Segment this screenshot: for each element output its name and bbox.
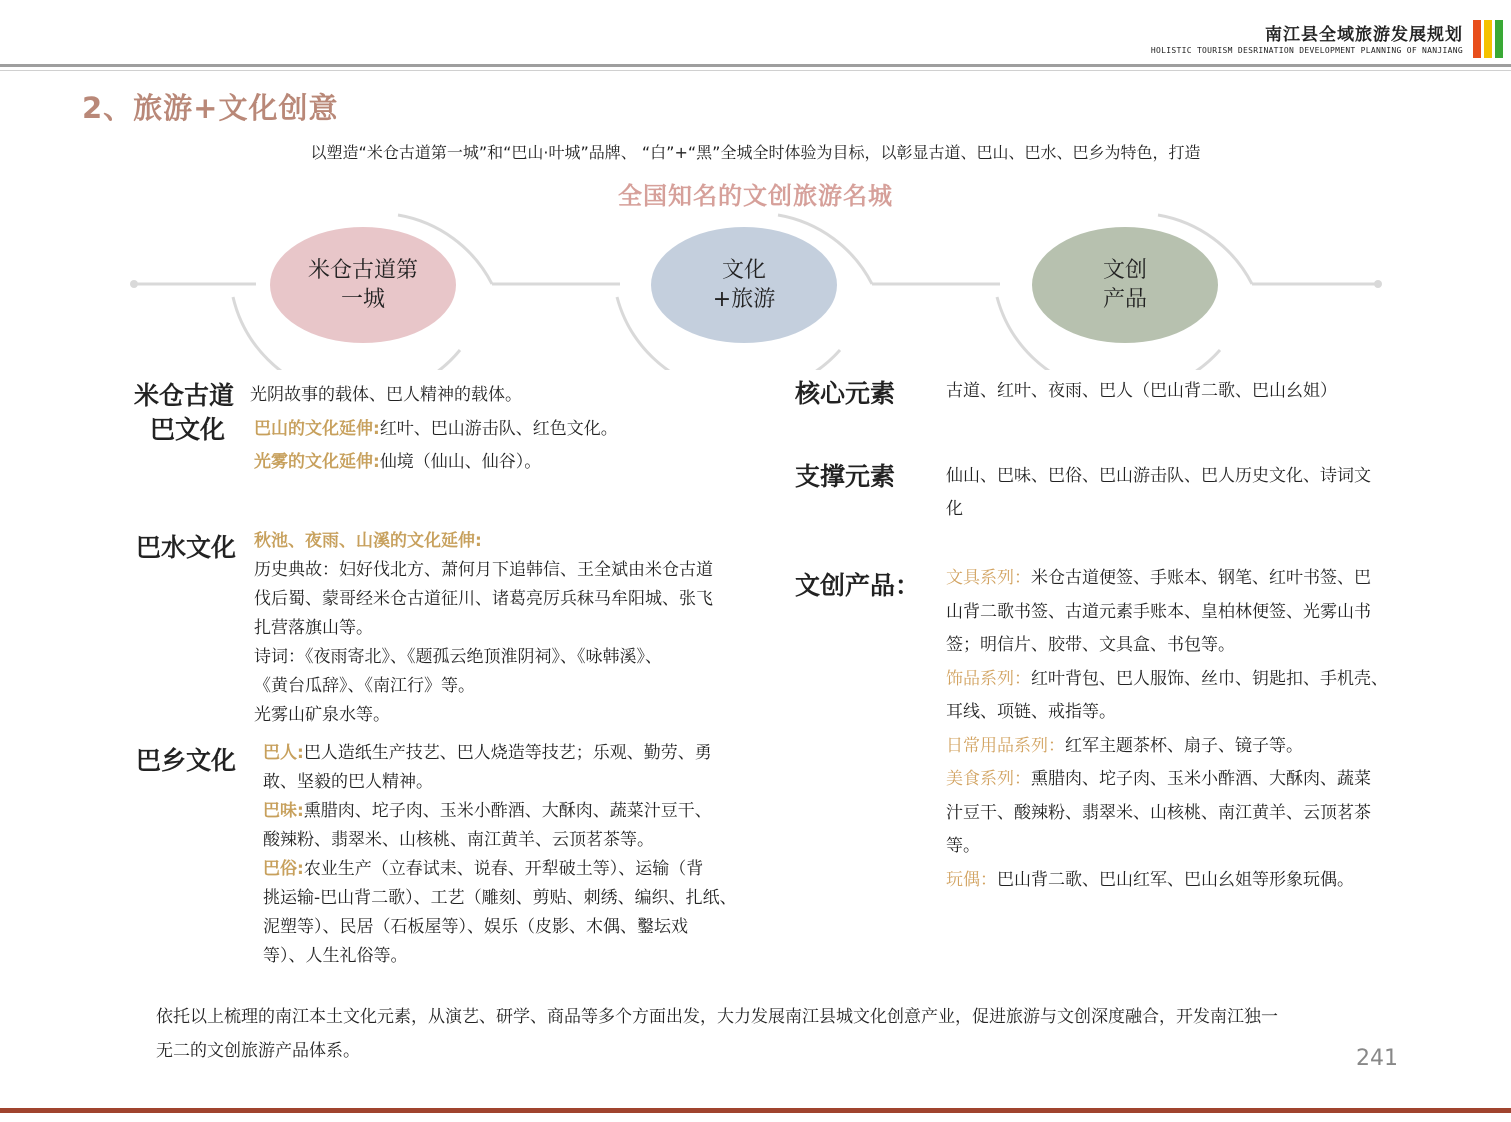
core-elements-text: 古道、红叶、夜雨、巴人（巴山背二歌、巴山幺姐） <box>946 381 1337 401</box>
bashui-line: 扎营落旗山等。 <box>254 618 373 638</box>
baxiang-su-label: 巴俗: <box>263 859 304 879</box>
bashui-title: 巴水文化 <box>136 533 237 562</box>
baxiang-ren <box>263 739 803 768</box>
footer-paragraph <box>156 1000 1396 1068</box>
bashui-line: 《黄台瓜辞》、《南江行》等。 <box>254 676 475 696</box>
baxiang-su <box>263 855 803 884</box>
baxiang-body <box>263 739 803 971</box>
baxiang-su-line: 泥塑等）、民居（石板屋等）、娱乐（皮影、木偶、鑿坛戏 <box>263 917 688 937</box>
bashui-line: 光雾山矿泉水等。 <box>254 705 390 725</box>
baxiang-wei-label: 巴味: <box>263 801 304 821</box>
baxiang-wei <box>263 797 803 826</box>
creative-products-list <box>946 562 1426 897</box>
toy-row <box>946 864 1426 898</box>
accessory-row <box>946 663 1426 697</box>
brand-bar-green <box>1495 20 1503 58</box>
connector-end-dot <box>1374 280 1382 288</box>
daily-text: 红军主题茶杯、扇子、镜子等。 <box>1065 735 1303 756</box>
stationery-line: 米仓古道便签、手账本、钢笔、红叶书签、巴 <box>1031 568 1371 588</box>
brand-color-bars <box>1473 20 1503 58</box>
bashui-line: 伐后蜀、蒙哥经米仓古道征川、诸葛亮厉兵秣马牟阳城、张飞 <box>254 589 713 609</box>
section-title: 2、旅游+文化创意 <box>82 91 339 125</box>
stationery-line: 山背二歌书签、古道元素手账本、皇柏林便签、光雾山书 <box>946 601 1371 622</box>
circle-culture-tourism: 文化 +旅游 <box>651 227 837 343</box>
food-label: 美食系列： <box>946 769 1031 789</box>
baxiang-ren-line: 巴人造纸生产技艺、巴人烧造等技艺；乐观、勤劳、勇 <box>303 743 712 763</box>
micang-item-bashan-label: 巴山的文化延伸: <box>254 419 380 439</box>
baxiang-ren-line: 敢、坚毅的巴人精神。 <box>263 772 433 792</box>
baxiang-title: 巴乡文化 <box>136 746 237 775</box>
brand-bar-orange <box>1473 20 1481 58</box>
circle-micang-first-city: 米仓古道第 一城 <box>270 227 456 343</box>
food-row <box>946 763 1426 797</box>
intro-text: 以塑造“米仓古道第一城”和“巴山·叶城”品牌、 “白”+“黑”全城全时体验为目标，以彰显古道、巴山、巴水、巴乡为特色，打造 <box>310 143 1201 162</box>
stationery-row <box>946 562 1426 596</box>
header-divider-thin <box>0 70 1511 71</box>
micang-item-guangwu-label: 光雾的文化延伸: <box>254 452 380 472</box>
bottom-bar <box>0 1108 1511 1113</box>
headline: 全国知名的文创旅游名城 <box>618 182 893 210</box>
stationery-line: 签；明信片、胶带、文具盒、书包等。 <box>946 635 1235 655</box>
footer-line: 无二的文创旅游产品体系。 <box>156 1041 360 1061</box>
baxiang-su-line: 农业生产（立春试耒、说春、开犁破土等）、运输（背 <box>303 859 704 879</box>
baxiang-su-line: 挑运输-巴山背二歌）、工艺（雕刻、剪贴、刺绣、编织、扎纸、 <box>263 888 737 908</box>
support-line: 仙山、巴味、巴俗、巴山游击队、巴人历史文化、诗词文 <box>946 466 1371 486</box>
food-line: 等。 <box>946 836 980 856</box>
baxiang-ren-label: 巴人: <box>263 743 304 763</box>
food-line: 汁豆干、酸辣粉、翡翠米、山核桃、南江黄羊、云顶茗茶 <box>946 802 1371 823</box>
circle-creative-products: 文创 产品 <box>1032 227 1218 343</box>
baxiang-wei-line: 熏腊肉、坨子肉、玉米小酢酒、大酥肉、蔬菜汁豆干、 <box>303 801 712 821</box>
baxiang-wei-line: 酸辣粉、翡翠米、山核桃、南江黄羊、云顶茗茶等。 <box>263 830 654 850</box>
brand-bar-yellow <box>1484 20 1492 58</box>
micang-item-guangwu-text: 仙境（仙山、仙谷）。 <box>379 452 542 472</box>
support-elements-title: 支撑元素 <box>795 462 896 491</box>
accessory-line: 耳线、项链、戒指等。 <box>946 702 1116 722</box>
micang-title-line1: 米仓古道 <box>134 381 235 410</box>
micang-desc: 光阴故事的载体、巴人精神的载体。 <box>250 385 522 405</box>
toy-text: 巴山背二歌、巴山红军、巴山幺姐等形象玩偶。 <box>997 869 1354 890</box>
stationery-label: 文具系列： <box>946 568 1031 588</box>
micang-item-bashan-text: 红叶、巴山游击队、红色文化。 <box>379 419 618 439</box>
page-number: 241 <box>1356 1046 1398 1071</box>
daily-row <box>946 730 1426 764</box>
support-line: 化 <box>946 499 963 519</box>
toy-label: 玩偶： <box>946 869 997 890</box>
accessory-label: 饰品系列： <box>946 668 1031 689</box>
core-elements-title: 核心元素 <box>795 379 896 408</box>
micang-item-guangwu <box>254 448 541 477</box>
accessory-line: 红叶背包、巴人服饰、丝巾、钥匙扣、手机壳、 <box>1031 668 1388 689</box>
header-divider <box>0 64 1511 67</box>
report-title: 南江县全域旅游发展规划 <box>1265 25 1463 45</box>
bashui-line: 诗词：《夜雨寄北》、《题孤云绝顶淮阴祠》、《咏韩溪》、 <box>254 647 662 667</box>
footer-line: 依托以上梳理的南江本土文化元素，从演艺、研学、商品等多个方面出发，大力发展南江县城文化创意产业，促进旅游与文创深度融合，开发南江独一 <box>156 1007 1278 1027</box>
creative-products-title: 文创产品： <box>795 571 921 600</box>
support-elements-text <box>946 460 1371 526</box>
baxiang-su-line: 等）、人生礼俗等。 <box>263 946 408 966</box>
bashui-label: 秋池、夜雨、山溪的文化延伸: <box>254 531 482 551</box>
bashui-line: 历史典故：妇好伐北方、萧何月下追韩信、王全斌由米仓古道 <box>254 560 713 580</box>
report-subtitle: HOLISTIC TOURISM DESRINATION DEVELOPMENT PLANNING OF NANJIANG <box>1150 46 1463 55</box>
micang-item-bashan <box>254 415 618 444</box>
bashui-body <box>254 556 784 730</box>
food-line: 熏腊肉、坨子肉、玉米小酢酒、大酥肉、蔬菜 <box>1031 769 1371 789</box>
daily-label: 日常用品系列： <box>946 735 1065 756</box>
micang-title-line2: 巴文化 <box>150 415 226 444</box>
